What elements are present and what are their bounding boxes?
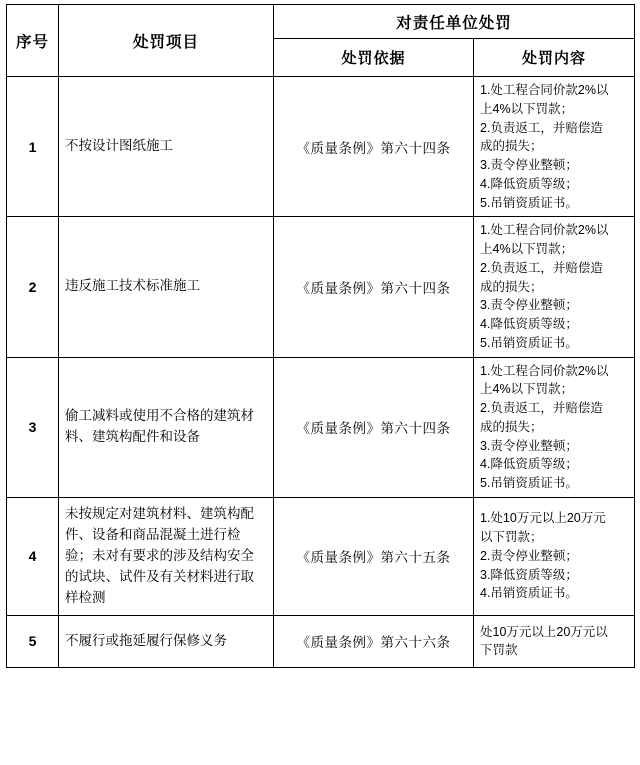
column-header-basis: 处罚依据 bbox=[274, 39, 474, 77]
content-line: 2.负责返工，并赔偿造 bbox=[480, 260, 603, 275]
content-line: 成的损失； bbox=[480, 139, 543, 154]
cell-content bbox=[474, 217, 635, 357]
content-line: 1.处工程合同价款2%以 bbox=[480, 363, 609, 378]
cell-content bbox=[474, 357, 635, 497]
content-line: 4.降低资质等级； bbox=[480, 317, 578, 331]
content-line: 以下罚款； bbox=[480, 530, 543, 545]
cell-basis: 《质量条例》第六十五条 bbox=[274, 497, 474, 615]
cell-basis: 《质量条例》第六十四条 bbox=[274, 357, 474, 497]
content-line: 上4%以下罚款； bbox=[480, 101, 574, 116]
content-line: 上4%以下罚款； bbox=[480, 382, 574, 397]
cell-content bbox=[474, 497, 635, 615]
cell-item: 未按规定对建筑材料、建筑构配件、设备和商品混凝土进行检验；未对有要求的涉及结构安全的试块、试件及有关材料进行取样检测 bbox=[59, 497, 274, 615]
content-line: 4.降低资质等级； bbox=[480, 176, 578, 191]
content-line: 1.处工程合同价款2%以 bbox=[480, 223, 609, 238]
content-line: 2.责令停业整顿； bbox=[480, 548, 578, 563]
cell-item: 不履行或拖延履行保修义务 bbox=[59, 615, 274, 667]
content-line: 上4%以下罚款； bbox=[480, 242, 574, 256]
cell-content bbox=[474, 77, 635, 217]
cell-seq: 2 bbox=[7, 217, 59, 357]
content-line: 4.降低资质等级； bbox=[480, 457, 578, 472]
column-header-group: 对责任单位处罚 bbox=[274, 5, 635, 39]
cell-item: 偷工减料或使用不合格的建筑材料、建筑构配件和设备 bbox=[59, 357, 274, 497]
content-line: 3.降低资质等级； bbox=[480, 567, 578, 582]
column-header-seq: 序号 bbox=[7, 5, 59, 77]
cell-item: 违反施工技术标准施工 bbox=[59, 217, 274, 357]
cell-seq: 1 bbox=[7, 77, 59, 217]
content-line: 2.负责返工，并赔偿造 bbox=[480, 120, 603, 135]
content-line: 成的损失； bbox=[480, 419, 543, 434]
table-header bbox=[7, 5, 635, 77]
cell-basis: 《质量条例》第六十六条 bbox=[274, 615, 474, 667]
table-row bbox=[7, 357, 635, 497]
cell-seq: 3 bbox=[7, 357, 59, 497]
cell-content bbox=[474, 615, 635, 667]
content-line: 处10万元以上20万元以 bbox=[480, 624, 608, 639]
content-line: 下罚款 bbox=[480, 643, 518, 658]
content-line: 1.处工程合同价款2%以 bbox=[480, 83, 609, 97]
content-line: 3.责令停业整顿； bbox=[480, 158, 578, 172]
content-line: 3.责令停业整顿； bbox=[480, 438, 578, 453]
content-line: 2.负责返工，并赔偿造 bbox=[480, 401, 603, 415]
content-line: 5.吊销资质证书。 bbox=[480, 476, 578, 490]
cell-seq: 5 bbox=[7, 615, 59, 667]
cell-basis: 《质量条例》第六十四条 bbox=[274, 77, 474, 217]
table-row bbox=[7, 615, 635, 667]
cell-item: 不按设计图纸施工 bbox=[59, 77, 274, 217]
table-header-row-1 bbox=[7, 5, 635, 39]
penalty-table bbox=[6, 4, 635, 668]
content-line: 3.责令停业整顿； bbox=[480, 298, 578, 313]
column-header-content: 处罚内容 bbox=[474, 39, 635, 77]
content-line: 1.处10万元以上20万元 bbox=[480, 511, 606, 526]
table-row bbox=[7, 497, 635, 615]
cell-basis: 《质量条例》第六十四条 bbox=[274, 217, 474, 357]
table-body bbox=[7, 77, 635, 668]
content-line: 4.吊销资质证书。 bbox=[480, 586, 578, 601]
cell-seq: 4 bbox=[7, 497, 59, 615]
column-header-item: 处罚项目 bbox=[59, 5, 274, 77]
table-row bbox=[7, 77, 635, 217]
content-line: 5.吊销资质证书。 bbox=[480, 195, 578, 210]
content-line: 5.吊销资质证书。 bbox=[480, 335, 578, 350]
table-row bbox=[7, 217, 635, 357]
content-line: 成的损失； bbox=[480, 279, 543, 294]
